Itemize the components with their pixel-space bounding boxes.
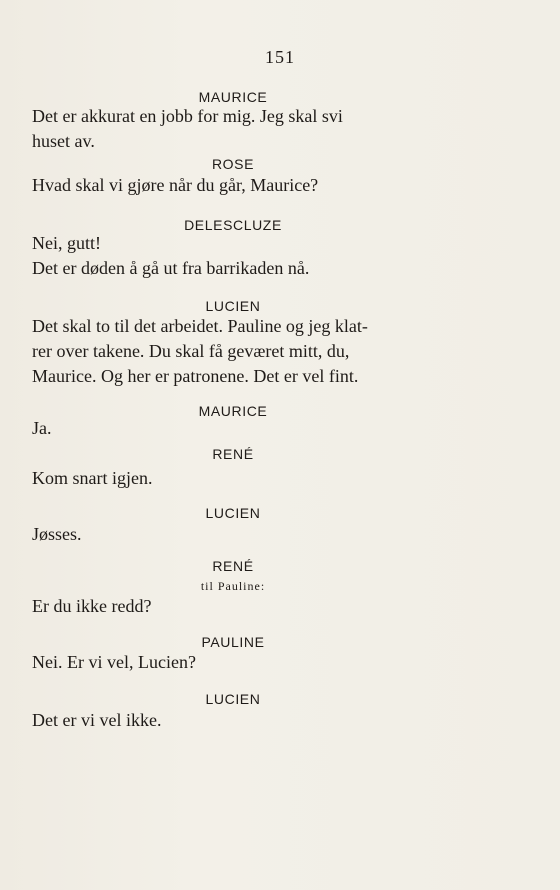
dialogue-line: Er du ikke redd? — [32, 596, 152, 616]
dialogue-rose — [32, 173, 432, 198]
dialogue-maurice-1 — [32, 104, 432, 154]
speaker-lucien: LUCIEN — [205, 505, 261, 521]
speaker-lucien: LUCIEN — [205, 691, 261, 707]
speaker-maurice: MAURICE — [198, 89, 268, 105]
stage-direction: til Pauline: — [200, 579, 266, 593]
speaker-rene: RENÉ — [212, 558, 254, 574]
dialogue-lucien-2 — [32, 522, 432, 547]
page-number: 151 — [265, 47, 295, 67]
dialogue-line: Det er vi vel ikke. — [32, 710, 162, 730]
dialogue-pauline — [32, 650, 432, 675]
dialogue-rene-2 — [32, 594, 432, 619]
dialogue-delescluze — [32, 231, 432, 281]
dialogue-line: Det er akkurat en jobb for mig. Jeg skal svi — [32, 106, 343, 126]
dialogue-line: Kom snart igjen. — [32, 468, 153, 488]
speaker-rose: ROSE — [211, 156, 255, 172]
dialogue-line: Nei, gutt! — [32, 233, 101, 253]
dialogue-line: Ja. — [32, 418, 52, 438]
dialogue-line: Maurice. Og her er patronene. Det er vel fint. — [32, 366, 359, 386]
speaker-pauline: PAULINE — [201, 634, 265, 650]
dialogue-lucien-3 — [32, 708, 432, 733]
dialogue-rene-1 — [32, 466, 432, 491]
speaker-maurice: MAURICE — [198, 403, 268, 419]
dialogue-line: huset av. — [32, 131, 95, 151]
dialogue-maurice-2 — [32, 416, 432, 441]
dialogue-line: Det skal to til det arbeidet. Pauline og jeg klat- — [32, 316, 368, 336]
dialogue-line: rer over takene. Du skal få geværet mitt, du, — [32, 341, 350, 361]
dialogue-lucien-1 — [32, 314, 432, 389]
dialogue-line: Det er døden å gå ut fra barrikaden nå. — [32, 258, 310, 278]
dialogue-line: Hvad skal vi gjøre når du går, Maurice? — [32, 175, 319, 195]
speaker-delescluze: DELESCLUZE — [184, 217, 282, 233]
dialogue-line: Jøsses. — [32, 524, 82, 544]
speaker-rene: RENÉ — [212, 446, 254, 462]
dialogue-line: Nei. Er vi vel, Lucien? — [32, 652, 196, 672]
speaker-lucien: LUCIEN — [205, 298, 261, 314]
